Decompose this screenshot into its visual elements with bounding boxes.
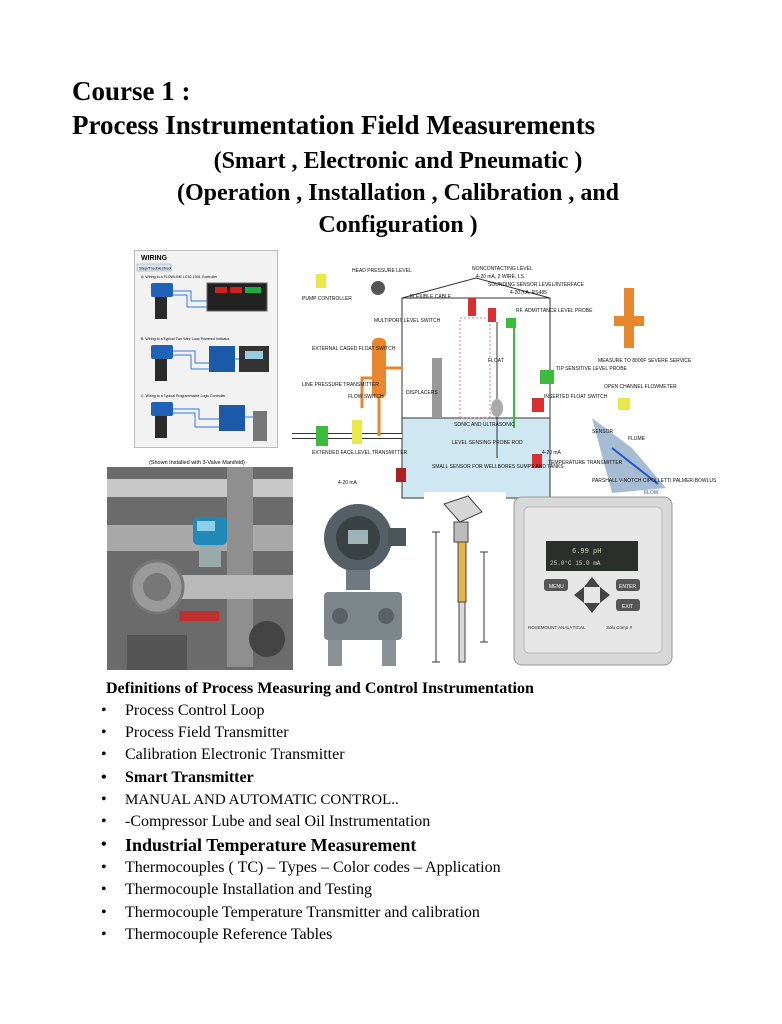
level-label-4-20ma-2wire: 4-20 mA, 2 WIRE, I.S.: [476, 274, 526, 280]
level-label-displacers: DISPLACERS: [406, 390, 438, 396]
pressure-transmitter-photo: [318, 500, 410, 670]
level-label-open-channel: OPEN CHANNEL FLOWMETER: [604, 384, 677, 390]
level-label-float: FLOAT: [488, 358, 504, 364]
list-item: • Process Field Transmitter: [100, 722, 740, 744]
level-label-4-20ma-b: 4-20 mA: [542, 450, 561, 456]
level-label-flow-switch: FLOW SWITCH: [348, 394, 384, 400]
photo-transmitter-graphic: [318, 500, 410, 670]
controller-brand: ROSEMOUNT ANALYTICAL: [528, 625, 586, 630]
controller-model: Solu Comp II: [606, 625, 633, 630]
level-label-caged-float: EXTERNAL CAGED FLOAT SWITCH: [312, 346, 396, 352]
wiring-section-c: C. Wiring to a Typical Programmable Logic Controller: [141, 394, 226, 398]
level-label-sensor: SENSOR: [592, 429, 614, 435]
exit-button-label: EXIT: [622, 604, 634, 610]
controller-screen-line1: 6.99 pH: [572, 548, 602, 556]
enter-button-label: ENTER: [619, 584, 636, 590]
analyzer-controller-photo: [514, 497, 672, 665]
level-label-flume: FLUME: [628, 436, 645, 442]
level-label-tip-sensitive: TIP SENSITIVE LEVEL PROBE: [556, 366, 627, 372]
list-item: • Industrial Temperature Measurement: [100, 833, 740, 857]
list-item: • Thermocouple Reference Tables: [100, 924, 740, 946]
level-label-sonic: SONIC AND ULTRASONIC: [454, 422, 515, 428]
list-item: • Thermocouple Installation and Testing: [100, 879, 740, 901]
definitions-list: [100, 700, 740, 946]
level-label-extended-face: EXTENDED FACE LEVEL TRANSMITTER: [312, 450, 408, 456]
level-label-4-20ma-a: 4-20 mA: [338, 480, 357, 486]
wiring-tab: Step/Troubleshoot: [139, 265, 172, 271]
course-label: Course 1 :: [72, 76, 191, 106]
photo-controller-graphic: [514, 497, 672, 665]
definitions-heading: Definitions of Process Measuring and Control Instrumentation: [106, 680, 534, 697]
level-label-pump-controller: PUMP CONTROLLER: [302, 296, 352, 302]
level-label-head-pressure: HEAD PRESSURE LEVEL: [352, 268, 412, 274]
controller-screen-line2: 25.0°C 15.0 mA: [550, 560, 601, 567]
level-diagram-graphic: [292, 258, 717, 503]
wiring-diagram-graphic: [135, 251, 277, 447]
wiring-diagram: [134, 250, 278, 448]
transmitter-installation-photo: [107, 455, 293, 670]
list-item: • MANUAL AND AUTOMATIC CONTROL..: [100, 789, 740, 811]
level-label-rs485: 4-20 mA, RS485: [510, 290, 547, 296]
level-label-inserted-float: INSERTED FLOAT SWITCH: [544, 394, 608, 400]
level-label-multiport: MULTIPORT LEVEL SWITCH: [374, 318, 441, 324]
photo-installation-graphic: [107, 455, 293, 670]
wiring-section-b: B. Wiring to a Typical Two Wire Loop Powered Indicator: [141, 337, 230, 341]
level-label-flexible-cable: FLEXIBLE CABLE: [410, 294, 452, 300]
menu-button-label: MENU: [549, 584, 564, 590]
level-label-flow: FLOW: [644, 490, 659, 496]
wiring-section-a: A. Wiring to a FLOWLINE LC52-1001 Controller: [141, 275, 218, 279]
level-label-rf-admittance: RF. ADMITTANCE LEVEL PROBE: [516, 308, 593, 314]
list-item: • Smart Transmitter: [100, 767, 740, 789]
page-title: Process Instrumentation Field Measurements: [72, 110, 596, 140]
subtitle-3: Configuration ): [318, 212, 478, 238]
list-item: • Process Control Loop: [100, 700, 740, 722]
list-item: • Thermocouples ( TC) – Types – Color codes – Application: [100, 857, 740, 879]
list-item: • Calibration Electronic Transmitter: [100, 744, 740, 766]
level-label-line-pressure: LINE PRESSURE TRANSMITTER: [302, 382, 379, 388]
list-item: • -Compressor Lube and seal Oil Instrumentation: [100, 811, 740, 833]
level-label-measure-8000f: MEASURE TO 8000F SEVERE SERVICE: [598, 358, 692, 364]
level-label-temperature-transmitter: TEMPERATURE TRANSMITTER: [548, 460, 623, 466]
wiring-title: WIRING: [141, 255, 168, 262]
photo-caption: (Shown Installed with 3-Valve Manifold): [149, 460, 245, 466]
level-measurement-diagram: [292, 258, 717, 503]
thermocouple-sensor-drawing: [424, 492, 506, 670]
level-label-parshall: PARSHALL V-NOTCH CIPOLLETTI PALMER-BOWLUS: [592, 478, 717, 484]
photo-thermocouple-graphic: [424, 492, 506, 670]
list-item: • Thermocouple Temperature Transmitter and calibration: [100, 902, 740, 924]
level-label-noncontacting: NONCONTACTING LEVEL: [472, 266, 533, 272]
subtitle-2: (Operation , Installation , Calibration , and: [176, 180, 620, 206]
level-label-small-sensor: SMALL SENSOR FOR WELLBORES SUMPS AND TANKS: [432, 464, 564, 470]
level-label-probe-rod: LEVEL SENSING PROBE ROD: [452, 440, 523, 446]
level-label-sounding-sensor: SOUNDING SENSOR LEVEL/INTERFACE: [488, 282, 584, 288]
subtitle-1: (Smart , Electronic and Pneumatic ): [213, 148, 583, 174]
